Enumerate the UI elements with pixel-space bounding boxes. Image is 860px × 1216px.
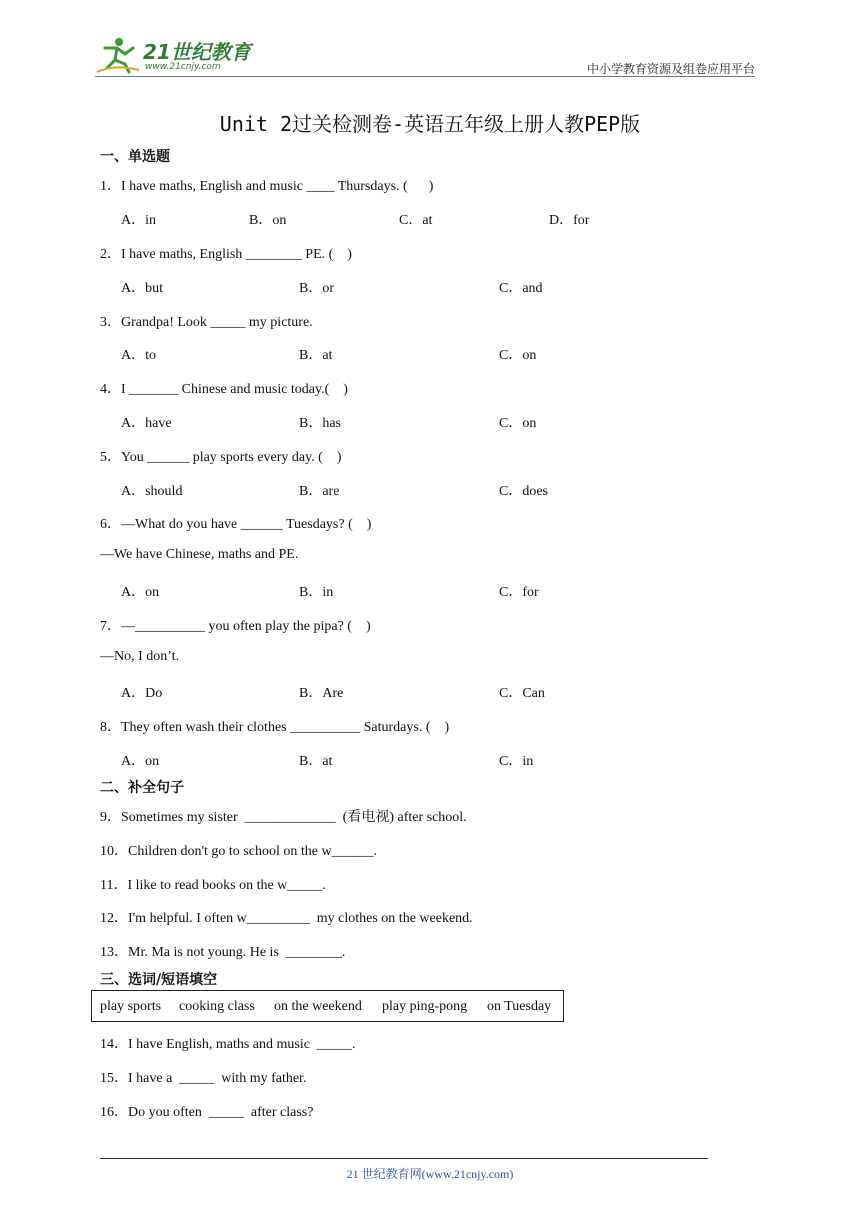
- word-bank-item: play sports: [100, 999, 162, 1014]
- q1-option-b[interactable]: B．on: [249, 213, 287, 228]
- q8-option-c[interactable]: C．in: [499, 754, 534, 769]
- page-header: [95, 30, 755, 78]
- q7-option-c[interactable]: C．Can: [499, 686, 545, 701]
- logo-subtext: www.21cnjy.com: [145, 62, 221, 72]
- page-title: Unit 2过关检测卷-英语五年级上册人教PEP版: [219, 112, 641, 136]
- q5-option-c[interactable]: C．does: [499, 484, 548, 499]
- q3-option-c[interactable]: C．on: [499, 348, 537, 363]
- q2-option-b[interactable]: B．or: [299, 281, 334, 296]
- site-logo: [95, 34, 265, 76]
- q1-option-c[interactable]: C．at: [399, 213, 433, 228]
- word-bank-item: on the weekend: [274, 999, 362, 1014]
- question-9: 9．Sometimes my sister _____________ (看电视) after school.: [100, 810, 467, 825]
- q7-option-a[interactable]: A．Do: [121, 686, 163, 701]
- question-6-response: —We have Chinese, maths and PE.: [100, 547, 299, 562]
- q7-option-b[interactable]: B．Are: [299, 686, 344, 701]
- section-heading-1: 一、单选题: [100, 149, 170, 165]
- question-13: 13．Mr. Ma is not young. He is ________.: [100, 945, 346, 960]
- q5-option-a[interactable]: A．should: [121, 484, 183, 499]
- q2-option-c[interactable]: C．and: [499, 281, 543, 296]
- platform-name: 中小学教育资源及组卷应用平台: [586, 62, 755, 76]
- q1-option-a[interactable]: A．in: [121, 213, 156, 228]
- section-heading-2: 二、补全句子: [100, 780, 184, 796]
- question-7: 7．—__________ you often play the pipa? ( ): [100, 619, 371, 634]
- question-11: 11．I like to read books on the w_____.: [100, 878, 326, 893]
- question-7-response: —No, I don’t.: [100, 649, 180, 664]
- question-4: 4．I _______ Chinese and music today.( ): [100, 382, 348, 397]
- logo-text: 21世纪教育: [143, 40, 251, 64]
- q6-option-c[interactable]: C．for: [499, 585, 539, 600]
- footer-divider: [100, 1158, 708, 1159]
- q8-option-a[interactable]: A．on: [121, 754, 160, 769]
- q8-option-b[interactable]: B．at: [299, 754, 333, 769]
- question-2: 2．I have maths, English ________ PE. ( ): [100, 247, 352, 262]
- question-6: 6．—What do you have ______ Tuesdays? ( ): [100, 517, 372, 532]
- q4-option-b[interactable]: B．has: [299, 416, 341, 431]
- question-5: 5．You ______ play sports every day. ( ): [100, 450, 342, 465]
- question-16: 16．Do you often _____ after class?: [100, 1105, 314, 1120]
- question-15: 15．I have a _____ with my father.: [100, 1071, 307, 1086]
- question-12: 12．I'm helpful. I often w_________ my clothes on the weekend.: [100, 911, 473, 926]
- question-14: 14．I have English, maths and music _____.: [100, 1037, 356, 1052]
- word-bank-item: play ping-pong: [382, 999, 468, 1014]
- word-bank-item: on Tuesday: [487, 999, 552, 1014]
- question-1: 1．I have maths, English and music ____ Thursdays. ( ): [100, 179, 434, 194]
- section-heading-3: 三、选词/短语填空: [100, 972, 218, 988]
- word-bank-box: [91, 990, 564, 1022]
- q5-option-b[interactable]: B．are: [299, 484, 340, 499]
- header-divider: [95, 76, 755, 77]
- q6-option-a[interactable]: A．on: [121, 585, 160, 600]
- question-3: 3．Grandpa! Look _____ my picture.: [100, 315, 313, 330]
- q4-option-a[interactable]: A．have: [121, 416, 172, 431]
- q2-option-a[interactable]: A．but: [121, 281, 163, 296]
- q6-option-b[interactable]: B．in: [299, 585, 334, 600]
- q1-option-d[interactable]: D．for: [549, 213, 590, 228]
- word-bank-item: cooking class: [179, 999, 255, 1014]
- q3-option-a[interactable]: A．to: [121, 348, 156, 363]
- q4-option-c[interactable]: C．on: [499, 416, 537, 431]
- question-8: 8．They often wash their clothes __________ Saturdays. ( ): [100, 720, 450, 735]
- question-10: 10．Children don't go to school on the w______.: [100, 844, 378, 859]
- q3-option-b[interactable]: B．at: [299, 348, 333, 363]
- footer-text: 21 世纪教育网(www.21cnjy.com): [346, 1167, 514, 1181]
